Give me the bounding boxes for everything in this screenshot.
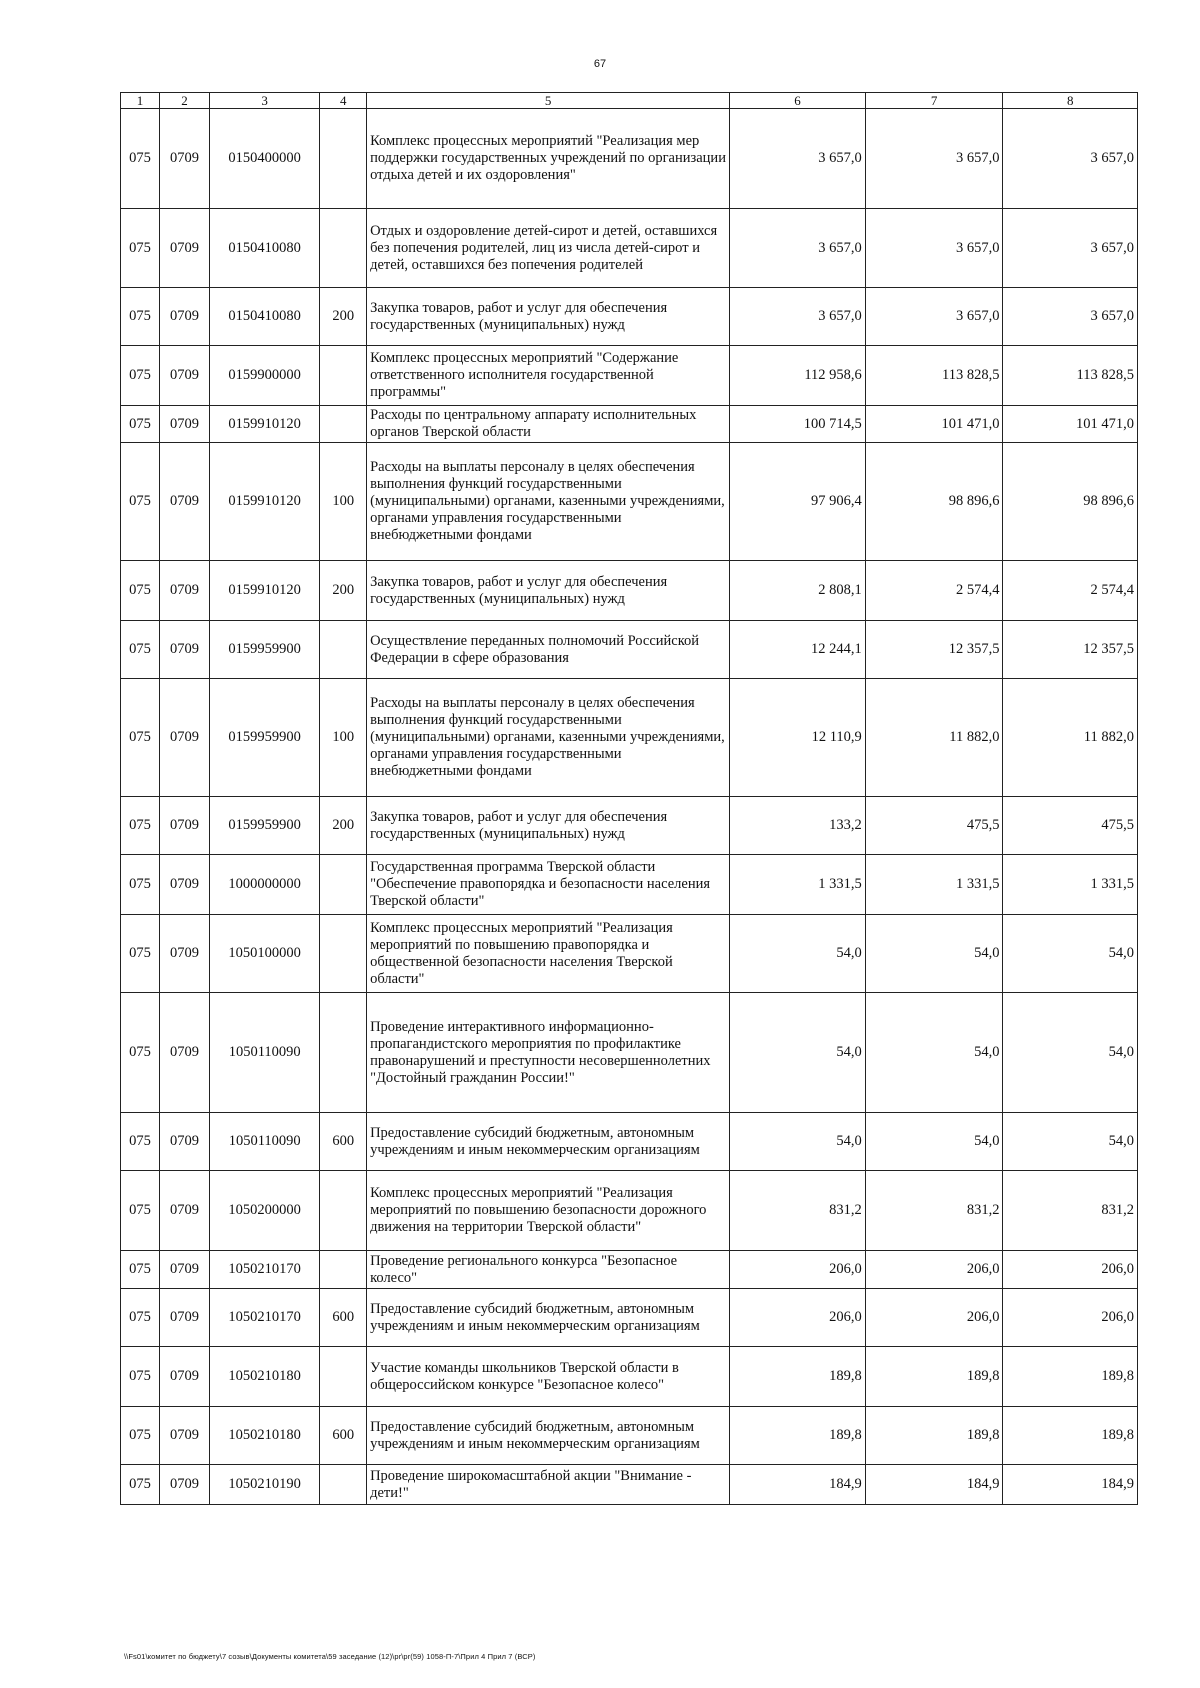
target-article-cell: 0159910120 (209, 443, 320, 561)
amount-col8-cell: 184,9 (1003, 1465, 1138, 1505)
amount-col6-cell: 3 657,0 (730, 288, 866, 346)
target-article-cell: 1050200000 (209, 1171, 320, 1251)
expense-type-cell (320, 1465, 367, 1505)
amount-col7-cell: 113 828,5 (865, 346, 1003, 406)
table-row (121, 621, 1138, 679)
description-cell: Участие команды школьников Тверской области в общероссийском конкурсе "Безопасное колесо" (367, 1347, 730, 1407)
expense-type-cell (320, 346, 367, 406)
admin-code-cell: 075 (121, 1347, 160, 1407)
target-article-cell: 0159910120 (209, 561, 320, 621)
expense-type-cell: 600 (320, 1407, 367, 1465)
amount-col6-cell: 3 657,0 (730, 209, 866, 288)
table-row (121, 209, 1138, 288)
expense-type-cell (320, 109, 367, 209)
target-article-cell: 1050210180 (209, 1407, 320, 1465)
amount-col8-cell: 98 896,6 (1003, 443, 1138, 561)
expense-type-cell (320, 855, 367, 915)
admin-code-cell: 075 (121, 209, 160, 288)
admin-code-cell: 075 (121, 1171, 160, 1251)
expense-type-cell: 200 (320, 288, 367, 346)
admin-code-cell: 075 (121, 443, 160, 561)
section-code-cell: 0709 (160, 915, 210, 993)
table-row (121, 1251, 1138, 1289)
table-row (121, 1289, 1138, 1347)
amount-col6-cell: 100 714,5 (730, 406, 866, 443)
table-row (121, 406, 1138, 443)
expense-type-cell: 200 (320, 797, 367, 855)
amount-col6-cell: 12 244,1 (730, 621, 866, 679)
admin-code-cell: 075 (121, 679, 160, 797)
target-article-cell: 1050210170 (209, 1251, 320, 1289)
section-code-cell: 0709 (160, 1113, 210, 1171)
amount-col6-cell: 54,0 (730, 1113, 866, 1171)
section-code-cell: 0709 (160, 288, 210, 346)
amount-col7-cell: 101 471,0 (865, 406, 1003, 443)
description-cell: Закупка товаров, работ и услуг для обеспечения государственных (муниципальных) нужд (367, 288, 730, 346)
description-cell: Предоставление субсидий бюджетным, автономным учреждениям и иным некоммерческим организациям (367, 1407, 730, 1465)
column-number-row (121, 93, 1138, 109)
table-row (121, 1113, 1138, 1171)
amount-col8-cell: 12 357,5 (1003, 621, 1138, 679)
amount-col6-cell: 831,2 (730, 1171, 866, 1251)
description-cell: Государственная программа Тверской области "Обеспечение правопорядка и безопасности населения Тверской области" (367, 855, 730, 915)
target-article-cell: 0150410080 (209, 288, 320, 346)
amount-col8-cell: 11 882,0 (1003, 679, 1138, 797)
amount-col6-cell: 54,0 (730, 993, 866, 1113)
amount-col6-cell: 2 808,1 (730, 561, 866, 621)
admin-code-cell: 075 (121, 1407, 160, 1465)
amount-col6-cell: 97 906,4 (730, 443, 866, 561)
amount-col6-cell: 189,8 (730, 1407, 866, 1465)
description-cell: Комплекс процессных мероприятий "Содержание ответственного исполнителя государственной программы" (367, 346, 730, 406)
table-row (121, 561, 1138, 621)
target-article-cell: 0159900000 (209, 346, 320, 406)
section-code-cell: 0709 (160, 1465, 210, 1505)
amount-col8-cell: 1 331,5 (1003, 855, 1138, 915)
section-code-cell: 0709 (160, 1407, 210, 1465)
amount-col6-cell: 1 331,5 (730, 855, 866, 915)
amount-col7-cell: 54,0 (865, 915, 1003, 993)
amount-col7-cell: 475,5 (865, 797, 1003, 855)
table-row (121, 1347, 1138, 1407)
expense-type-cell: 100 (320, 679, 367, 797)
file-path-footer: \\Fs01\комитет по бюджету\7 созыв\Документы комитета\59 заседание (12)\pr\pr(59) 1058-П-7\Прил 4 Прил 7 (ВСР) (124, 1652, 536, 1661)
amount-col6-cell: 133,2 (730, 797, 866, 855)
target-article-cell: 0150400000 (209, 109, 320, 209)
amount-col8-cell: 101 471,0 (1003, 406, 1138, 443)
section-code-cell: 0709 (160, 855, 210, 915)
column-header: 2 (160, 93, 210, 109)
table-row (121, 346, 1138, 406)
section-code-cell: 0709 (160, 993, 210, 1113)
amount-col8-cell: 54,0 (1003, 1113, 1138, 1171)
amount-col7-cell: 2 574,4 (865, 561, 1003, 621)
admin-code-cell: 075 (121, 288, 160, 346)
admin-code-cell: 075 (121, 993, 160, 1113)
amount-col7-cell: 54,0 (865, 993, 1003, 1113)
amount-col8-cell: 189,8 (1003, 1407, 1138, 1465)
amount-col7-cell: 54,0 (865, 1113, 1003, 1171)
amount-col7-cell: 831,2 (865, 1171, 1003, 1251)
table-row (121, 1171, 1138, 1251)
expense-type-cell (320, 621, 367, 679)
section-code-cell: 0709 (160, 1289, 210, 1347)
amount-col7-cell: 206,0 (865, 1289, 1003, 1347)
target-article-cell: 1050210190 (209, 1465, 320, 1505)
amount-col8-cell: 54,0 (1003, 915, 1138, 993)
amount-col8-cell: 113 828,5 (1003, 346, 1138, 406)
amount-col6-cell: 112 958,6 (730, 346, 866, 406)
admin-code-cell: 075 (121, 406, 160, 443)
expense-type-cell (320, 406, 367, 443)
column-header: 1 (121, 93, 160, 109)
amount-col7-cell: 184,9 (865, 1465, 1003, 1505)
description-cell: Предоставление субсидий бюджетным, автономным учреждениям и иным некоммерческим организациям (367, 1289, 730, 1347)
amount-col7-cell: 11 882,0 (865, 679, 1003, 797)
description-cell: Отдых и оздоровление детей-сирот и детей, оставшихся без попечения родителей, лиц из числа детей-сирот и детей, оставшихся без попечения родителей (367, 209, 730, 288)
amount-col7-cell: 206,0 (865, 1251, 1003, 1289)
amount-col6-cell: 3 657,0 (730, 109, 866, 209)
amount-col8-cell: 3 657,0 (1003, 109, 1138, 209)
amount-col8-cell: 189,8 (1003, 1347, 1138, 1407)
target-article-cell: 0159959900 (209, 621, 320, 679)
expense-type-cell: 600 (320, 1289, 367, 1347)
amount-col8-cell: 831,2 (1003, 1171, 1138, 1251)
target-article-cell: 1050110090 (209, 1113, 320, 1171)
amount-col8-cell: 475,5 (1003, 797, 1138, 855)
admin-code-cell: 075 (121, 855, 160, 915)
section-code-cell: 0709 (160, 1251, 210, 1289)
amount-col8-cell: 3 657,0 (1003, 209, 1138, 288)
amount-col8-cell: 2 574,4 (1003, 561, 1138, 621)
budget-table (120, 92, 1138, 1505)
section-code-cell: 0709 (160, 109, 210, 209)
section-code-cell: 0709 (160, 561, 210, 621)
description-cell: Расходы по центральному аппарату исполнительных органов Тверской области (367, 406, 730, 443)
expense-type-cell: 100 (320, 443, 367, 561)
admin-code-cell: 075 (121, 1251, 160, 1289)
amount-col7-cell: 12 357,5 (865, 621, 1003, 679)
description-cell: Осуществление переданных полномочий Российской Федерации в сфере образования (367, 621, 730, 679)
admin-code-cell: 075 (121, 621, 160, 679)
section-code-cell: 0709 (160, 406, 210, 443)
expense-type-cell (320, 1171, 367, 1251)
table-row (121, 855, 1138, 915)
amount-col6-cell: 206,0 (730, 1251, 866, 1289)
table-row (121, 993, 1138, 1113)
table-row (121, 915, 1138, 993)
amount-col6-cell: 54,0 (730, 915, 866, 993)
admin-code-cell: 075 (121, 109, 160, 209)
description-cell: Проведение регионального конкурса "Безопасное колесо" (367, 1251, 730, 1289)
target-article-cell: 0159910120 (209, 406, 320, 443)
column-header: 3 (209, 93, 320, 109)
expense-type-cell (320, 1251, 367, 1289)
amount-col7-cell: 3 657,0 (865, 288, 1003, 346)
amount-col7-cell: 3 657,0 (865, 209, 1003, 288)
column-header: 5 (367, 93, 730, 109)
page-number: 67 (593, 58, 607, 70)
admin-code-cell: 075 (121, 797, 160, 855)
section-code-cell: 0709 (160, 443, 210, 561)
amount-col7-cell: 98 896,6 (865, 443, 1003, 561)
section-code-cell: 0709 (160, 679, 210, 797)
table-row (121, 679, 1138, 797)
admin-code-cell: 075 (121, 1289, 160, 1347)
description-cell: Комплекс процессных мероприятий "Реализация мероприятий по повышению правопорядка и общественной безопасности населения Тверской области" (367, 915, 730, 993)
column-header: 7 (865, 93, 1003, 109)
amount-col6-cell: 189,8 (730, 1347, 866, 1407)
amount-col8-cell: 206,0 (1003, 1289, 1138, 1347)
amount-col7-cell: 189,8 (865, 1347, 1003, 1407)
section-code-cell: 0709 (160, 346, 210, 406)
admin-code-cell: 075 (121, 1465, 160, 1505)
description-cell: Проведение интерактивного информационно-пропагандистского мероприятия по профилактике правонарушений и преступности несовершеннолетних "Достойный гражданин России!" (367, 993, 730, 1113)
amount-col6-cell: 206,0 (730, 1289, 866, 1347)
amount-col8-cell: 3 657,0 (1003, 288, 1138, 346)
target-article-cell: 1000000000 (209, 855, 320, 915)
target-article-cell: 0159959900 (209, 797, 320, 855)
description-cell: Закупка товаров, работ и услуг для обеспечения государственных (муниципальных) нужд (367, 797, 730, 855)
admin-code-cell: 075 (121, 346, 160, 406)
description-cell: Проведение широкомасштабной акции "Внимание - дети!" (367, 1465, 730, 1505)
target-article-cell: 1050100000 (209, 915, 320, 993)
admin-code-cell: 075 (121, 915, 160, 993)
table-row (121, 1465, 1138, 1505)
expense-type-cell: 200 (320, 561, 367, 621)
amount-col8-cell: 206,0 (1003, 1251, 1138, 1289)
admin-code-cell: 075 (121, 561, 160, 621)
description-cell: Закупка товаров, работ и услуг для обеспечения государственных (муниципальных) нужд (367, 561, 730, 621)
table-row (121, 797, 1138, 855)
target-article-cell: 1050210180 (209, 1347, 320, 1407)
expense-type-cell: 600 (320, 1113, 367, 1171)
section-code-cell: 0709 (160, 209, 210, 288)
description-cell: Расходы на выплаты персоналу в целях обеспечения выполнения функций государственными (муниципальными) органами, казенными учреждениями, органами управления государственными внебюджетными фондами (367, 443, 730, 561)
amount-col8-cell: 54,0 (1003, 993, 1138, 1113)
amount-col6-cell: 12 110,9 (730, 679, 866, 797)
expense-type-cell (320, 209, 367, 288)
table-row (121, 288, 1138, 346)
admin-code-cell: 075 (121, 1113, 160, 1171)
table-row (121, 109, 1138, 209)
amount-col7-cell: 3 657,0 (865, 109, 1003, 209)
description-cell: Комплекс процессных мероприятий "Реализация мер поддержки государственных учреждений по организации отдыха детей и их оздоровления" (367, 109, 730, 209)
description-cell: Расходы на выплаты персоналу в целях обеспечения выполнения функций государственными (муниципальными) органами, казенными учреждениями, органами управления государственными внебюджетными фондами (367, 679, 730, 797)
description-cell: Предоставление субсидий бюджетным, автономным учреждениям и иным некоммерческим организациям (367, 1113, 730, 1171)
amount-col7-cell: 189,8 (865, 1407, 1003, 1465)
table-row (121, 1407, 1138, 1465)
section-code-cell: 0709 (160, 1347, 210, 1407)
column-header: 6 (730, 93, 866, 109)
amount-col6-cell: 184,9 (730, 1465, 866, 1505)
expense-type-cell (320, 915, 367, 993)
target-article-cell: 0159959900 (209, 679, 320, 797)
expense-type-cell (320, 993, 367, 1113)
description-cell: Комплекс процессных мероприятий "Реализация мероприятий по повышению безопасности дорожного движения на территории Тверской области" (367, 1171, 730, 1251)
section-code-cell: 0709 (160, 797, 210, 855)
column-header: 4 (320, 93, 367, 109)
amount-col7-cell: 1 331,5 (865, 855, 1003, 915)
column-header: 8 (1003, 93, 1138, 109)
section-code-cell: 0709 (160, 1171, 210, 1251)
target-article-cell: 1050210170 (209, 1289, 320, 1347)
target-article-cell: 1050110090 (209, 993, 320, 1113)
expense-type-cell (320, 1347, 367, 1407)
table-row (121, 443, 1138, 561)
section-code-cell: 0709 (160, 621, 210, 679)
target-article-cell: 0150410080 (209, 209, 320, 288)
